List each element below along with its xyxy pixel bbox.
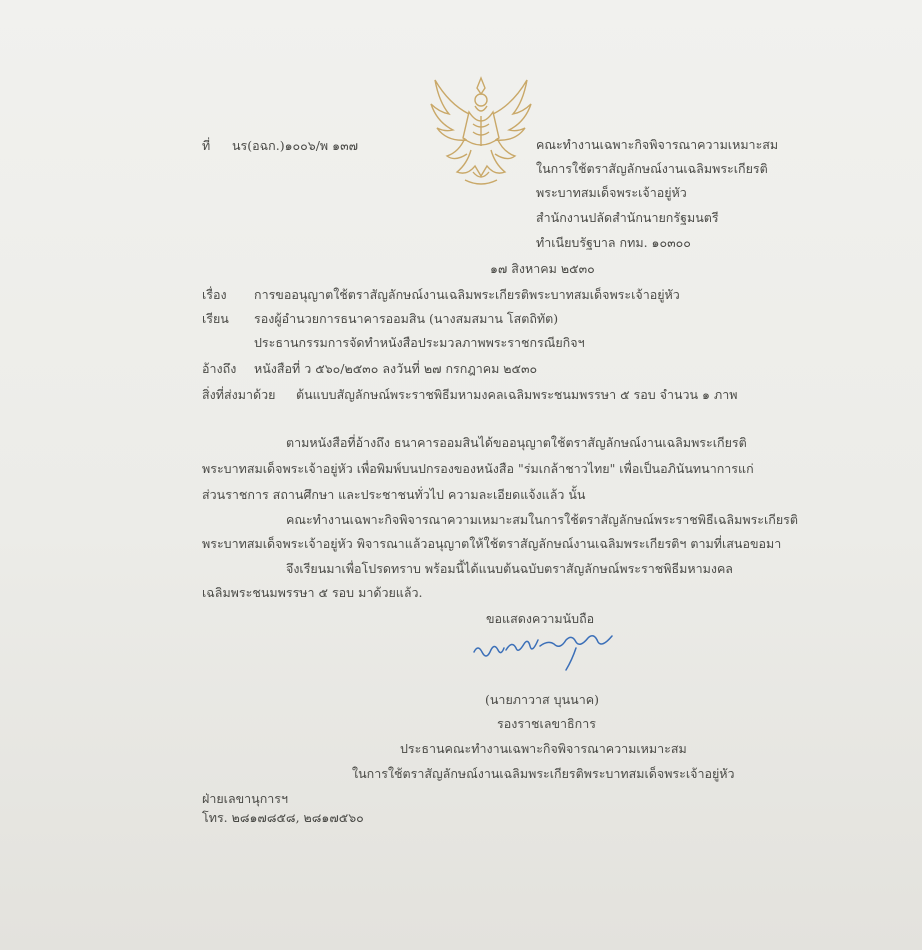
org-line-5: ทำเนียบรัฐบาล กทม. ๑๐๓๐๐ [536, 235, 691, 250]
body-p1-line-3: ส่วนราชการ สถานศึกษา และประชาชนทั่วไป ความละเอียดแจ้งแล้ว นั้น [202, 487, 586, 502]
to-label: เรียน [202, 311, 229, 326]
signatory-role-1: ประธานคณะทำงานเฉพาะกิจพิจารณาความเหมาะสม [400, 741, 687, 756]
to-line-2: ประธานกรรมการจัดทำหนังสือประมวลภาพพระราชกรณียกิจฯ [254, 335, 585, 350]
body-p1-line-1: ตามหนังสือที่อ้างถึง ธนาคารออมสินได้ขออนุญาตใช้ตราสัญลักษณ์งานเฉลิมพระเกียรติ [286, 435, 747, 450]
body-p2-line-2: พระบาทสมเด็จพระเจ้าอยู่หัว พิจารณาแล้วอนุญาตให้ใช้ตราสัญลักษณ์งานเฉลิมพระเกียรติฯ ตามที่เสนอขอมา [202, 536, 782, 551]
enclosure-label: สิ่งที่ส่งมาด้วย [202, 387, 276, 402]
body-p2-line-1: คณะทำงานเฉพาะกิจพิจารณาความเหมาะสมในการใช้ตราสัญลักษณ์พระราชพิธีเฉลิมพระเกียรติ [286, 512, 798, 527]
letter-date: ๑๗ สิงหาคม ๒๕๓๐ [490, 261, 595, 276]
org-line-1: คณะทำงานเฉพาะกิจพิจารณาความเหมาะสม [536, 137, 779, 152]
signatory-name: (นายภาวาส บุนนาค) [485, 692, 599, 707]
footer-telephone: โทร. ๒๘๑๗๘๕๘, ๒๘๑๗๕๖๐ [202, 810, 364, 825]
org-line-3: พระบาทสมเด็จพระเจ้าอยู่หัว [536, 185, 687, 200]
ref-label: ที่ [202, 138, 211, 153]
footer-department: ฝ่ายเลขานุการฯ [202, 791, 289, 806]
subject-label: เรื่อง [202, 287, 227, 302]
body-p1-line-2: พระบาทสมเด็จพระเจ้าอยู่หัว เพื่อพิมพ์บนปกรองของหนังสือ "ร่มเกล้าชาวไทย" เพื่อเป็นอภินันทนาการแก่ [202, 461, 754, 476]
reference-label: อ้างถึง [202, 361, 237, 376]
subject-text: การขออนุญาตใช้ตราสัญลักษณ์งานเฉลิมพระเกียรติพระบาทสมเด็จพระเจ้าอยู่หัว [254, 287, 680, 302]
reference-text: หนังสือที่ ว ๕๖๐/๒๕๓๐ ลงวันที่ ๒๗ กรกฎาคม ๒๕๓๐ [254, 361, 538, 376]
closing-salutation: ขอแสดงความนับถือ [486, 611, 595, 626]
garuda-emblem [425, 72, 537, 190]
org-line-4: สำนักงานปลัดสำนักนายกรัฐมนตรี [536, 210, 719, 225]
body-p3-line-2: เฉลิมพระชนมพรรษา ๕ รอบ มาด้วยแล้ว. [202, 585, 423, 600]
body-p3-line-1: จึงเรียนมาเพื่อโปรดทราบ พร้อมนี้ได้แนบต้นฉบับตราสัญลักษณ์พระราชพิธีมหามงคล [286, 561, 733, 576]
signatory-position: รองราชเลขาธิการ [497, 716, 596, 731]
ref-number: นร(อฉก.)๑๐๐๖/พ ๑๓๗ [232, 138, 359, 153]
org-line-2: ในการใช้ตราสัญลักษณ์งานเฉลิมพระเกียรติ [536, 161, 768, 176]
handwritten-signature [470, 630, 640, 685]
enclosure-text: ต้นแบบสัญลักษณ์พระราชพิธีมหามงคลเฉลิมพระชนมพรรษา ๕ รอบ จำนวน ๑ ภาพ [296, 387, 738, 402]
signatory-role-2: ในการใช้ตราสัญลักษณ์งานเฉลิมพระเกียรติพระบาทสมเด็จพระเจ้าอยู่หัว [352, 766, 735, 781]
to-line-1: รองผู้อำนวยการธนาคารออมสิน (นางสมสมาน โสตถิทัต) [254, 311, 559, 326]
